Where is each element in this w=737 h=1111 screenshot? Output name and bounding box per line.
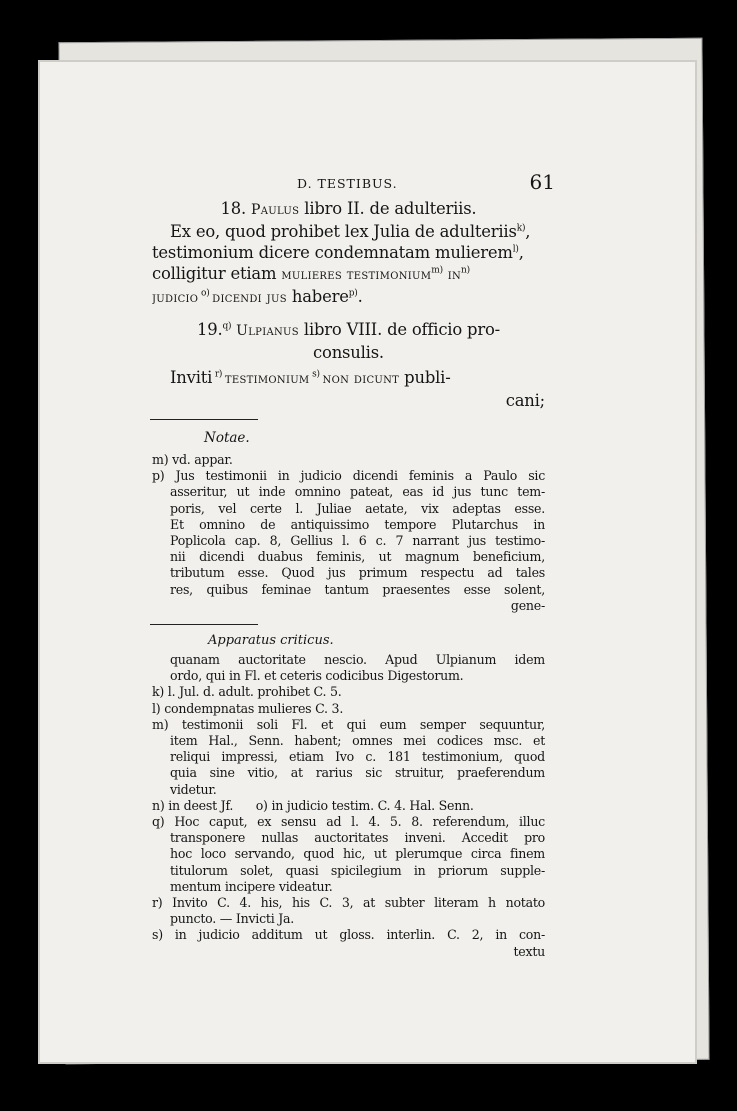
apparatus-line: l) condempnatas mulieres C. 3. [152, 700, 344, 716]
apparatus-line: s) in judicio additum ut gloss. interlin. C. 2, in con- [152, 927, 545, 943]
section-18-heading: 18. Paulus libro II. de adulteriis. [220, 199, 477, 218]
apparatus-line: r) Invito C. 4. his, his C. 3, at subter literam h notato [152, 895, 545, 911]
apparatus-line: item Hal., Senn. habent; omnes mei codices msc. et [170, 733, 545, 749]
section-19-heading-cont: consulis. [313, 343, 384, 362]
apparatus-line: puncto. — Invicti Ja. [170, 911, 295, 927]
apparatus-line: k) l. Jul. d. adult. prohibet C. 5. [152, 684, 342, 700]
note-line: res, quibus feminae tantum praesentes esse solent, [170, 581, 545, 597]
apparatus-line: mentum incipere videatur. [170, 878, 333, 894]
section-18-line: colligitur etiam mulieres testimonium$^{m)}$ $in^{n)}$ [152, 264, 470, 283]
apparatus-line: q) Hoc caput, ex sensu ad l. 4. 5. 8. referendum, illuc [152, 814, 545, 830]
apparatus-line: quia sine vitio, at rarius sic struitur, praeferendum [170, 765, 545, 781]
running-head [152, 170, 555, 198]
notes-heading: Notae. [204, 430, 250, 446]
section-18-line: testimonium dicere condemnatam mulierem$^{l)}$, [152, 243, 524, 262]
apparatus-line: titulorum solet, quasi spicilegium in priorum supple- [170, 862, 545, 878]
section-18-line: Ex eo, quod prohibet lex Julia de adulteriis$^{k)}$, [170, 222, 531, 241]
page-content [152, 170, 555, 960]
notes-rule [150, 419, 258, 420]
note-line: nii dicendi duabus feminis, ut magnum beneficium, [170, 549, 545, 565]
apparatus-line: textu [513, 943, 545, 959]
section-19-line: Inviti $^{r)}$ testimonium $^{s)}$ non dicunt publi- [170, 368, 451, 387]
note-line: m) vd. appar. [152, 452, 233, 467]
apparatus-line: hoc loco servando, quod hic, ut plerumque circa finem [170, 846, 545, 862]
book-page [40, 62, 695, 1062]
note-line: Poplicola cap. 8, Gellius l. 6 c. 7 narrant jus testimo- [170, 533, 545, 549]
note-line: asseritur, ut inde omnino pateat, eas id jus tunc tem- [170, 484, 545, 500]
note-line: p) Jus testimonii in judicio dicendi feminis a Paulo sic [152, 468, 545, 484]
apparatus-block [152, 652, 545, 960]
section-19-heading: 19.$^{q)}$ Ulpianus libro VIII. de officio pro- [197, 320, 500, 339]
apparatus-line: ordo, qui in Fl. et ceteris codicibus Digestorum. [170, 668, 464, 684]
apparatus-line: videtur. [170, 781, 217, 797]
apparatus-line: reliqui impressi, etiam Ivo c. 181 testimonium, quod [170, 749, 545, 765]
apparatus-rule [150, 624, 258, 625]
apparatus-line: m) testimonii soli Fl. et qui eum semper sequuntur, [152, 716, 545, 732]
note-line: tributum esse. Quod jus primum respectu ad tales [170, 565, 545, 581]
section-18-line: judicio $^{o)}$ dicendi jus habere$^{p)}$. [152, 287, 363, 306]
note-line: gene- [510, 597, 545, 613]
running-title: D. TESTIBUS. [297, 176, 398, 191]
apparatus-line: n) in deest Jf. o) in judicio testim. C. 4. Hal. Senn. [152, 797, 474, 813]
note-line: Et omnino de antiquissimo tempore Plutarchus in [170, 516, 545, 532]
apparatus-heading: Apparatus criticus. [208, 633, 334, 649]
section-19-line: cani; [505, 391, 545, 410]
note-line: poris, vel certe l. Juliae aetate, vix adeptas esse. [170, 500, 545, 516]
notes-block [152, 452, 545, 614]
apparatus-line: quanam auctoritate nescio. Apud Ulpianum idem [170, 652, 545, 668]
page-number: 61 [529, 170, 555, 194]
apparatus-line: transponere nullas auctoritates inveni. Accedit pro [170, 830, 545, 846]
